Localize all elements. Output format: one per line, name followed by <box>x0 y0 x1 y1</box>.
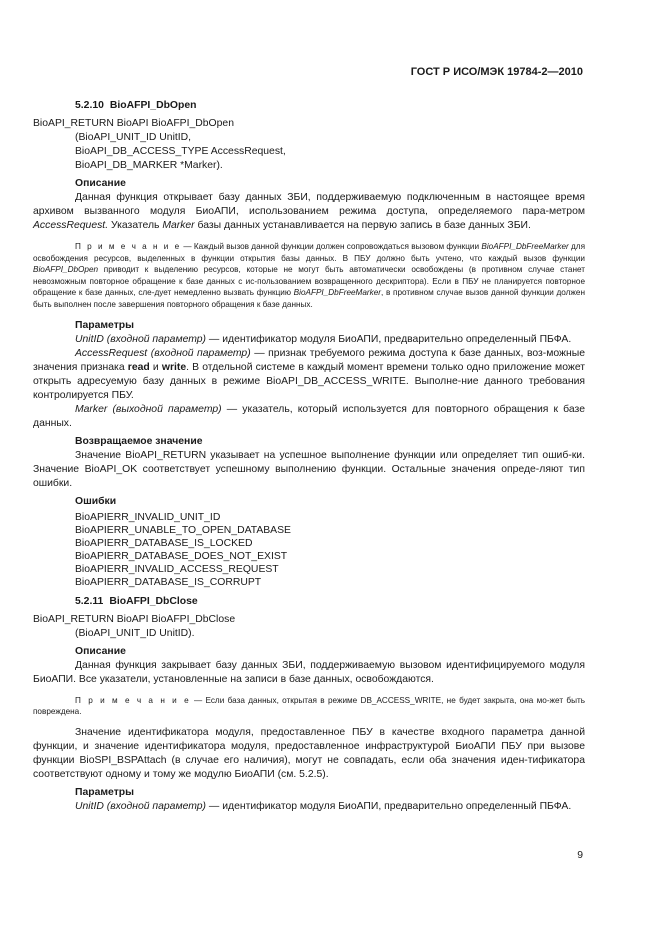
text-run: write <box>161 361 187 373</box>
text-run: — идентификатор модуля БиоАПИ, предварительно определенный ПБФА. <box>206 333 572 345</box>
errors-list <box>33 511 585 589</box>
param-accessrequest <box>33 347 585 403</box>
note-label: П р и м е ч а н и е <box>75 242 182 251</box>
section-number: 5.2.10 <box>75 100 104 111</box>
return-value-paragraph: Значение BioAPI_RETURN указывает на успешное выполнение функции или определяет тип ошиб-ки. Значение BioAPI_OK соответствует успешному выполнению функции. Остальные значения опреде-ляют тип ошибки. <box>33 449 585 489</box>
standard-header: ГОСТ Р ИСО/МЭК 19784-2—2010 <box>410 66 583 78</box>
param-unitid <box>33 800 585 814</box>
text-run: Marker <box>162 220 195 231</box>
param-unitid <box>33 333 585 347</box>
error-code: BioAPIERR_INVALID_ACCESS_REQUEST <box>75 563 279 575</box>
signature-line: BioAPI_DB_ACCESS_TYPE AccessRequest, <box>75 146 286 157</box>
text-run: BioAFPI_DbFreeMarker <box>481 242 569 251</box>
signature-line: (BioAPI_UNIT_ID UnitID). <box>75 627 195 639</box>
error-code: BioAPIERR_DATABASE_DOES_NOT_EXIST <box>75 550 288 562</box>
note-paragraph <box>33 241 585 311</box>
description-paragraph: Данная функция закрывает базу данных ЗБИ, поддерживаемую вызовом идентифицируемого модуля БиоАПИ. Все указатели, установленные на записи в базе данных, освобождаются. <box>33 659 585 685</box>
function-signature <box>33 117 585 173</box>
section-heading-5-2-10 <box>33 99 585 113</box>
description-heading: Описание <box>75 178 126 189</box>
text-run: — указатель, который используется для повторного обращения к базе данных. <box>33 403 585 429</box>
text-run: UnitID (входной параметр) <box>75 800 207 812</box>
function-signature <box>33 613 585 641</box>
parameters-heading: Параметры <box>75 319 135 331</box>
text-run: Данная функция открывает базу данных ЗБИ, поддерживаемую подключенным в настоящее время архивом вызванного модуля БиоАПИ, использованием режима доступа, определяемого пара-метром <box>33 192 585 217</box>
text-run: AccessRequest. <box>33 220 109 231</box>
note-paragraph <box>33 695 585 718</box>
error-code: BioAPIERR_DATABASE_IS_CORRUPT <box>75 576 262 588</box>
return-value-heading: Возвращаемое значение <box>75 435 203 447</box>
text-run: AccessRequest (входной параметр) <box>75 347 251 359</box>
parameters-heading: Параметры <box>75 786 135 798</box>
text-run: — Каждый вызов данной функции должен сопровождаться вызовом функции <box>181 242 482 251</box>
errors-heading: Ошибки <box>75 495 117 507</box>
param-marker <box>33 403 585 431</box>
text-run: Указатель <box>108 220 163 231</box>
section-number: 5.2.11 <box>75 595 104 607</box>
signature-line: BioAPI_DB_MARKER *Marker). <box>75 160 223 171</box>
description-heading: Описание <box>75 645 126 657</box>
page-content <box>33 93 585 814</box>
text-run: базы данных устанавливается на первую запись в базе данных ЗБИ. <box>194 220 531 231</box>
text-run: . В отдельной системе в каждый момент времени только одно приложение может открыть адресуемую базу данных в режиме BioAPI_DB_ACCESS_WRITE. Выполне-ние данного требования контролируется ПБУ. <box>33 361 586 401</box>
text-run: BioAFPI_DbFreeMarker <box>293 288 382 298</box>
text-run: — идентификатор модуля БиоАПИ, предварительно определенный ПБФА. <box>206 800 572 812</box>
text-run: для освобождения ресурсов, выделенных в функции открытия базы данных. В ПБУ должно быть учтено, что каждый вызов функции <box>33 242 585 263</box>
section-heading-5-2-11 <box>33 595 585 609</box>
text-run: Marker (выходной параметр) <box>75 403 222 415</box>
signature-line: BioAPI_RETURN BioAPI BioAFPI_DbOpen <box>33 118 234 129</box>
text-run: приводит к выделению ресурсов, которые не могут быть автоматически освобождены (в противном случае станет невозможным повторное обращение к базе данных с ис-пользованием возвращенного дескриптора). Если в ПБУ не планируется повторное обращение к базе данных, сле-дует немедленно вызвать функцию <box>33 265 585 298</box>
text-run: — признак требуемого режима доступа к базе данных, воз-можные значения признака <box>33 347 585 373</box>
text-run: BioAFPI_DbOpen <box>33 265 99 275</box>
text-run: , в противном случае вызов данной функции должен быть выполнен после завершения повторного обращения к базе данных. <box>33 288 585 309</box>
signature-line: BioAPI_RETURN BioAPI BioAFPI_DbClose <box>33 613 236 625</box>
text-run: — Если база данных, открытая в режиме DB_ACCESS_WRITE, не будет закрыта, она мо-жет быть повреждена. <box>33 695 585 717</box>
page-number: 9 <box>577 850 583 861</box>
signature-line: (BioAPI_UNIT_ID UnitID, <box>75 132 192 143</box>
text-run: UnitID (входной параметр) <box>75 333 207 345</box>
section-title: BioAFPI_DbOpen <box>109 100 197 111</box>
text-run: и <box>149 361 162 373</box>
error-code: BioAPIERR_DATABASE_IS_LOCKED <box>75 537 253 549</box>
error-code: BioAPIERR_UNABLE_TO_OPEN_DATABASE <box>75 524 291 536</box>
error-code: BioAPIERR_INVALID_UNIT_ID <box>75 511 221 523</box>
section-title: BioAFPI_DbClose <box>109 595 198 607</box>
text-run: read <box>127 361 150 373</box>
description-paragraph: Значение идентификатора модуля, предоставленное ПБУ в качестве входного параметра данной функции, и значение идентификатора модуля, предоставленное инфраструктурой БиоАПИ ПБУ при вызове функции BioSPI_BSPAttach (в случае его наличия), могут не совпадать, если оба значения иден-тификатора соответствуют одному и тому же модулю БиоАПИ (см. 5.2.5). <box>33 726 585 780</box>
description-paragraph <box>33 191 585 233</box>
note-label: П р и м е ч а н и е <box>75 695 191 705</box>
